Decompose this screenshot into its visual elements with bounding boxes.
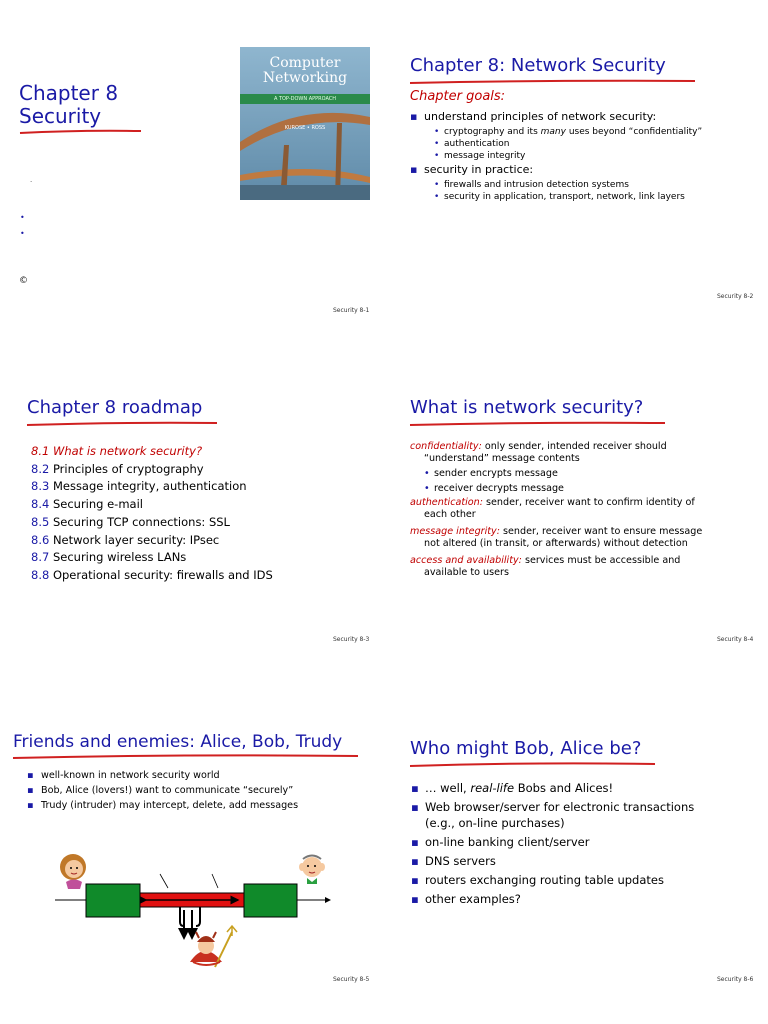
sub-text: cryptography and its <box>444 127 541 137</box>
roadmap-item <box>31 478 273 496</box>
authentication-entry <box>410 497 762 509</box>
property-text: services must be accessible and <box>521 555 681 566</box>
copyright-symbol: © <box>19 276 28 286</box>
roadmap-item <box>31 532 273 550</box>
title-underline <box>11 753 361 761</box>
item-text: Principles of cryptography <box>52 461 204 476</box>
item-number: 8.8 <box>31 567 50 582</box>
slide-footer: Security 8-6 <box>717 976 754 983</box>
sub-text: security in application, transport, network, link layers <box>444 192 685 202</box>
roadmap-list <box>31 443 273 585</box>
sub-text: firewalls and intrusion detection systems <box>444 180 629 190</box>
item-text: … well, <box>425 781 471 795</box>
alice-icon <box>60 854 86 889</box>
property-label: access and availability: <box>410 555 522 566</box>
slide-4 <box>384 341 768 682</box>
alice-bob-trudy-diagram <box>0 842 384 982</box>
title-underline <box>18 128 143 136</box>
slide-2 <box>384 0 768 341</box>
sub-text: uses beyond “confidentiality” <box>565 127 703 137</box>
property-text-cont: not altered (in transit, or afterwards) without detection <box>424 537 688 549</box>
book-title <box>240 56 370 86</box>
title-underline <box>25 420 220 428</box>
sub-item <box>430 191 760 203</box>
sub-list <box>420 468 762 494</box>
slide-title: Friends and enemies: Alice, Bob, Trudy <box>13 732 343 752</box>
integrity-entry <box>410 526 762 538</box>
goals-list <box>410 110 760 203</box>
list-item: ▪ other examples? <box>411 891 761 907</box>
confidentiality-entry <box>410 441 762 453</box>
title-underline <box>408 420 668 428</box>
slide-footer: Security 8-2 <box>717 293 754 300</box>
item-text: Securing TCP connections: SSL <box>52 514 230 529</box>
property-text-cont: each other <box>424 508 476 520</box>
book-title-line-1: Computer <box>269 55 341 71</box>
slide-title: What is network security? <box>410 397 644 418</box>
list-item: ▪ DNS servers <box>411 853 761 869</box>
sub-item: • sender encrypts message <box>420 468 762 480</box>
property-label: message integrity: <box>410 526 500 537</box>
item-emphasis: real-life <box>470 781 515 795</box>
slide-6 <box>384 682 768 1023</box>
property-text-cont: available to users <box>424 566 509 578</box>
list-item <box>411 799 761 831</box>
trudy-icon <box>190 926 237 967</box>
chapter-goals-label: Chapter goals: <box>410 89 506 104</box>
data-tick <box>160 874 168 888</box>
slide-title: Who might Bob, Alice be? <box>410 738 642 759</box>
item-text: What is network security? <box>52 444 203 458</box>
property-text: sender, receiver want to ensure message <box>499 526 703 537</box>
list-item <box>410 110 760 162</box>
title-underline <box>408 761 658 769</box>
list-item: ▪ on-line banking client/server <box>411 834 761 850</box>
property-label: confidentiality: <box>410 441 482 452</box>
slide-footer: Security 8-5 <box>333 976 370 983</box>
book-authors: KUROSE • ROSS <box>284 125 326 131</box>
sub-emphasis: many <box>540 127 566 137</box>
book-title-line-2: Networking <box>262 70 348 86</box>
roadmap-item-8-1 <box>31 443 273 461</box>
item-number: 8.7 <box>31 550 50 565</box>
item-text: Message integrity, authentication <box>52 479 247 494</box>
friends-list <box>27 768 367 813</box>
slide-title: Chapter 8: Network Security <box>410 55 666 76</box>
item-text: security in practice: <box>424 163 534 176</box>
intercept-line <box>196 907 200 926</box>
item-text: Operational security: firewalls and IDS <box>52 567 273 582</box>
sub-list <box>430 179 760 203</box>
list-item: ▪ routers exchanging routing table updates <box>411 872 761 888</box>
book-subtitle: A TOP-DOWN APPROACH <box>273 96 337 102</box>
item-number: 8.5 <box>31 514 50 529</box>
property-label: authentication: <box>410 497 483 508</box>
item-text: Securing wireless LANs <box>52 550 187 565</box>
sub-item <box>430 179 760 191</box>
who-list <box>411 780 761 907</box>
slide-1 <box>0 0 384 341</box>
slide-5 <box>0 682 384 1023</box>
property-text: sender, receiver want to confirm identity of <box>482 497 695 508</box>
roadmap-item <box>31 461 273 479</box>
property-text-cont: “understand” message contents <box>424 452 580 464</box>
roadmap-item <box>31 514 273 532</box>
item-number: 8.1 <box>31 444 50 458</box>
sub-item: • receiver decrypts message <box>420 483 762 495</box>
faint-mark: . <box>30 176 33 184</box>
roadmap-item <box>31 549 273 567</box>
list-item <box>411 780 761 796</box>
sub-text: message integrity <box>444 151 526 161</box>
slide-footer: Security 8-4 <box>717 636 754 643</box>
title-underline <box>408 78 698 86</box>
title-line-1: Chapter 8 <box>19 81 119 105</box>
item-text: understand principles of network security: <box>424 110 657 123</box>
slide-footer: Security 8-1 <box>333 307 370 314</box>
roadmap-item <box>31 496 273 514</box>
item-text: Web browser/server for electronic transactions <box>425 800 695 814</box>
title-line-2: Security <box>19 104 102 128</box>
book-cover-image <box>240 47 370 200</box>
slide-title <box>19 82 118 128</box>
slide-footer: Security 8-3 <box>333 636 370 643</box>
sub-item <box>430 126 760 138</box>
item-text: Securing e-mail <box>52 497 143 512</box>
item-number: 8.3 <box>31 479 50 494</box>
slide-title: Chapter 8 roadmap <box>27 397 203 418</box>
list-item: ▪ Trudy (intruder) may intercept, delete, add messages <box>27 798 367 813</box>
item-number: 8.4 <box>31 497 50 512</box>
property-text: only sender, intended receiver should <box>481 441 667 452</box>
list-item: ▪ Bob, Alice (lovers!) want to communicate “securely” <box>27 783 367 798</box>
sub-item <box>430 138 760 150</box>
roadmap-item <box>31 567 273 585</box>
dot-bullet: • <box>20 229 25 238</box>
item-text: Bobs and Alices! <box>514 781 614 795</box>
list-item <box>410 163 760 203</box>
security-properties <box>410 441 762 578</box>
slide-3 <box>0 341 384 682</box>
bob-icon <box>299 856 325 885</box>
item-number: 8.6 <box>31 532 50 547</box>
alice-box <box>86 884 140 917</box>
sub-item <box>430 150 760 162</box>
dot-bullet: • <box>20 213 25 222</box>
sub-text: authentication <box>444 139 510 149</box>
sub-list <box>430 126 760 162</box>
item-text: Network layer security: IPsec <box>52 532 220 547</box>
data-tick <box>212 874 218 888</box>
bob-box <box>244 884 297 917</box>
list-item: ▪ well-known in network security world <box>27 768 367 783</box>
item-number: 8.2 <box>31 461 50 476</box>
availability-entry <box>410 555 762 567</box>
item-text-cont: (e.g., on-line purchases) <box>425 816 565 830</box>
